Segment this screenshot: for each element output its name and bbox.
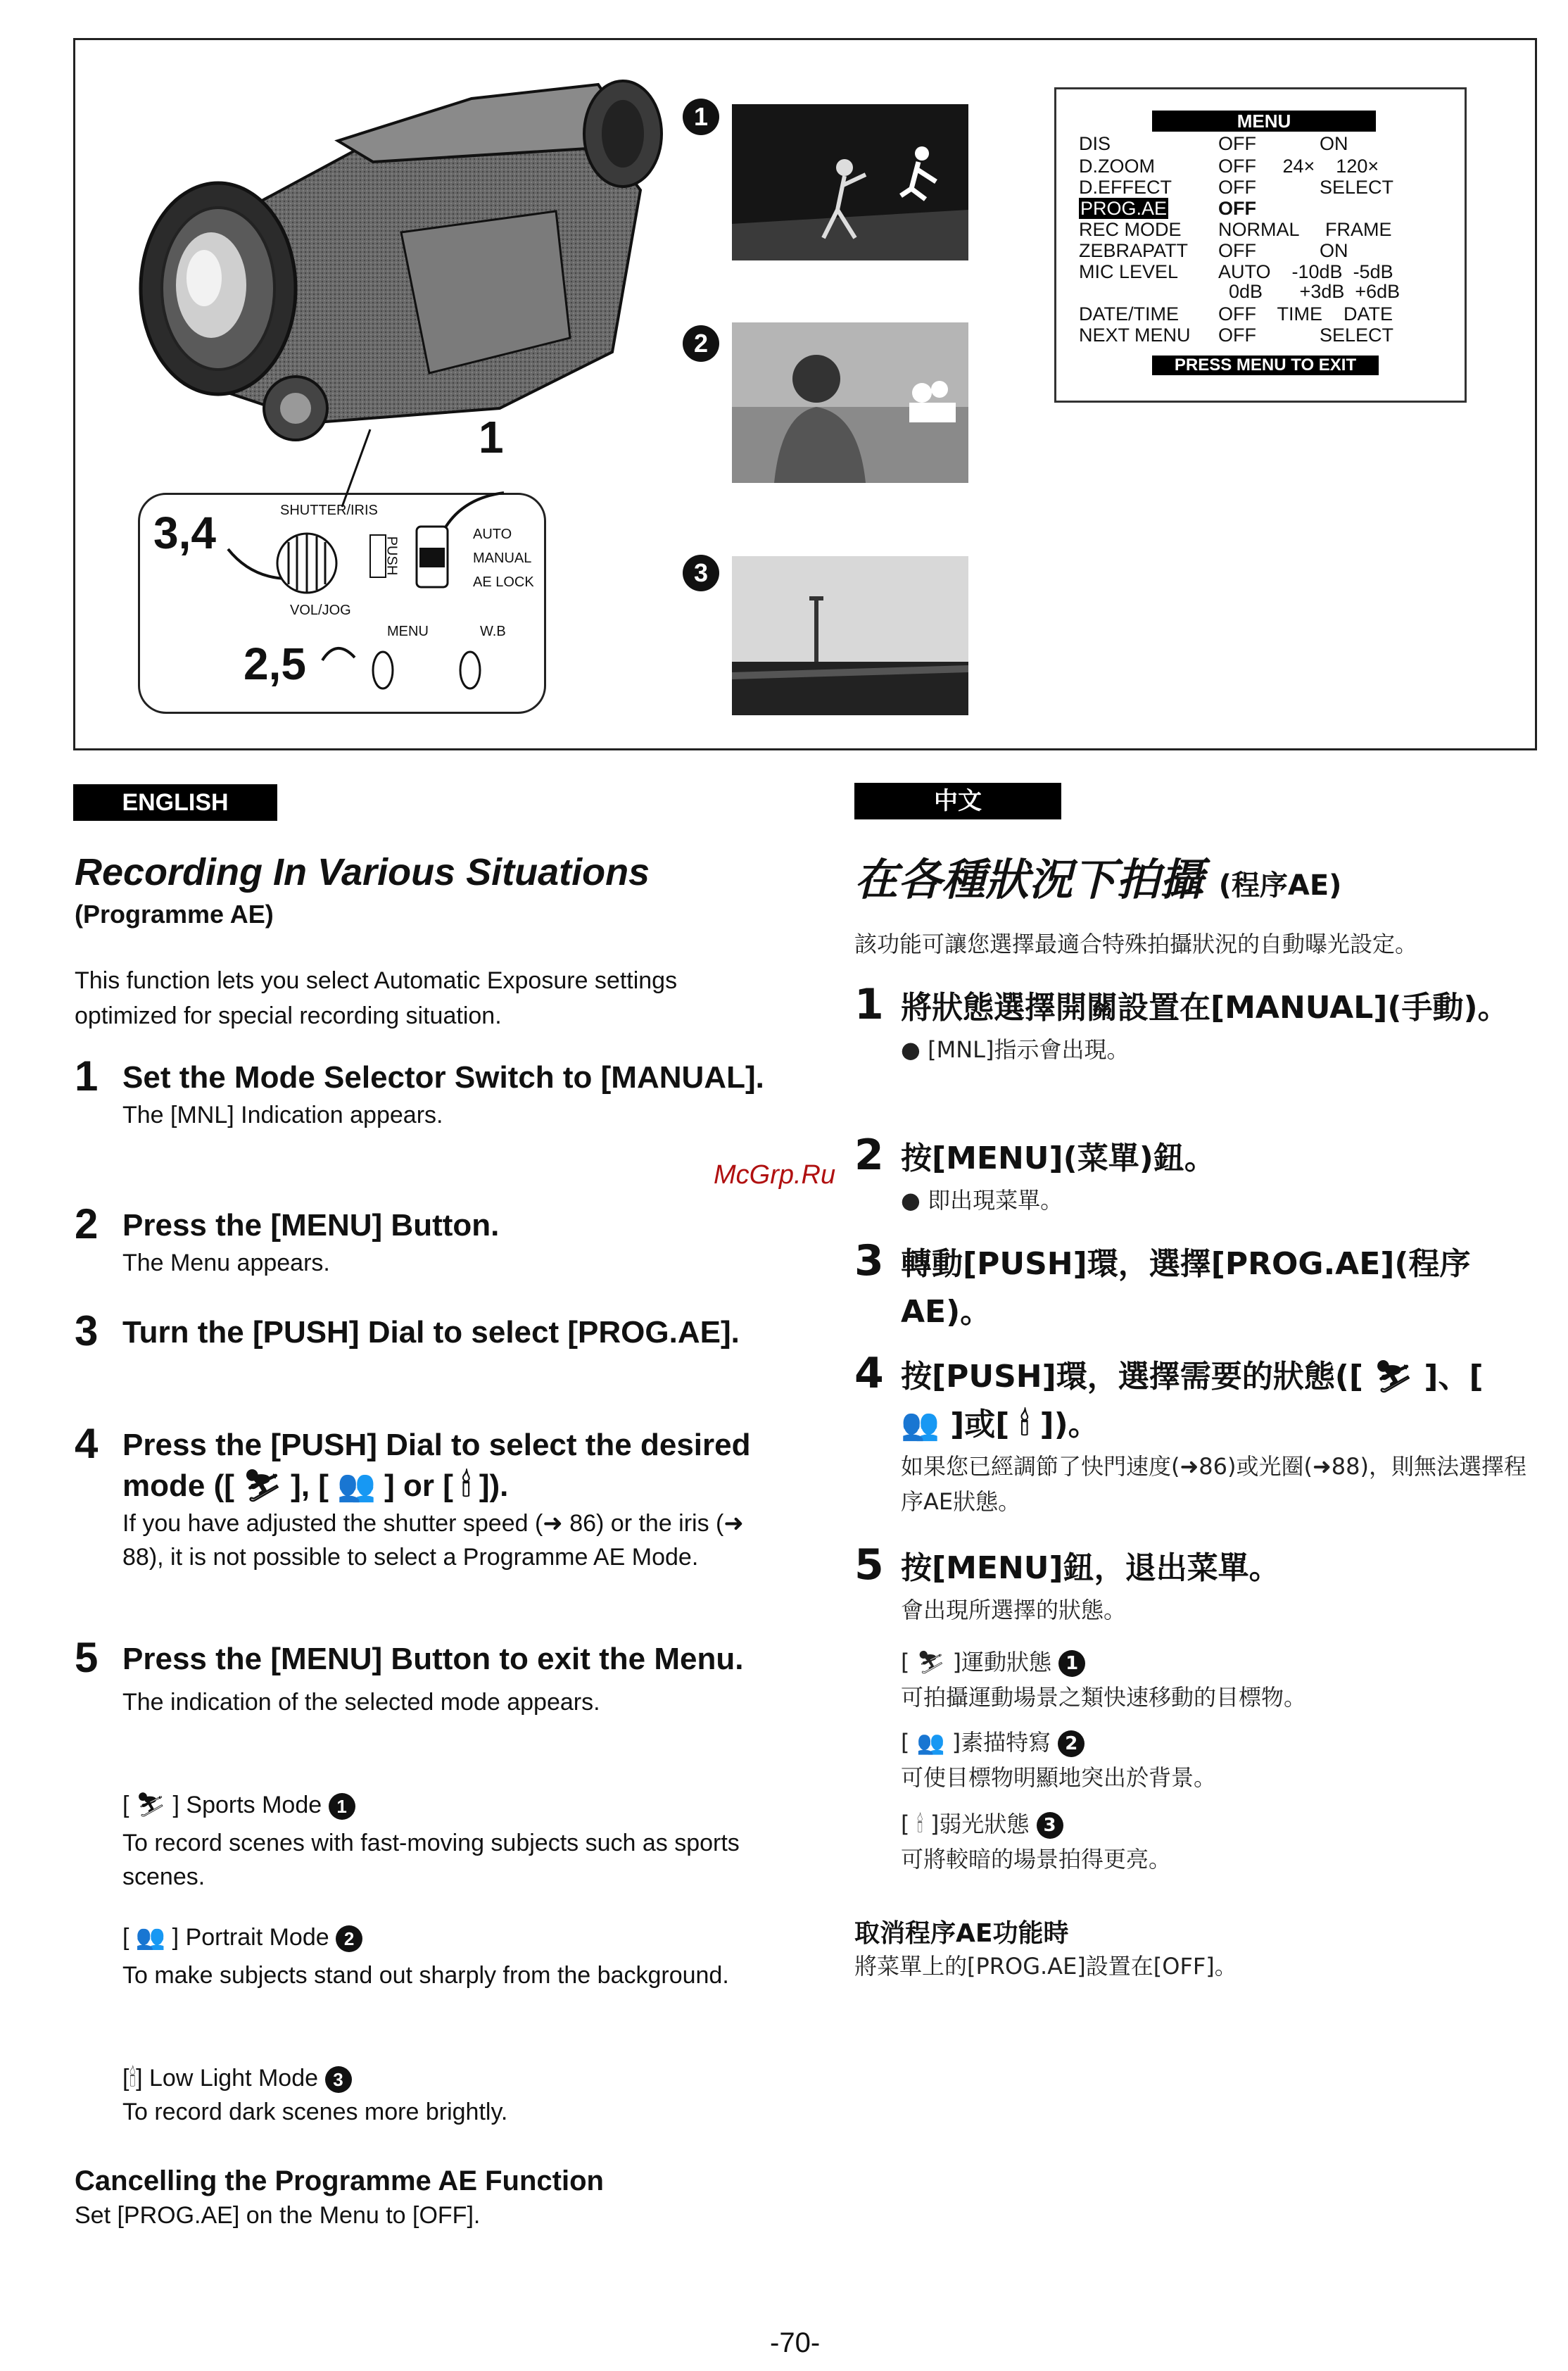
photo-marker-1: 1 <box>683 99 719 135</box>
photo-marker-2: 2 <box>683 325 719 362</box>
page-number: -70- <box>770 2327 821 2358</box>
english-subtitle: (Programme AE) <box>75 900 274 929</box>
push-label: PUSH <box>384 536 400 576</box>
chinese-step-4: 4 按[PUSH]環，選擇需要的狀態([ ⛷ ]、[ 👥 ]或[ 🕯 ])。 如果您已經調節了快門速度(➜86)或光圈(➜88)，則無法選擇程序AE狀態。 <box>854 1349 1527 1515</box>
menu-exit-banner: PRESS MENU TO EXIT <box>1152 356 1379 375</box>
callout-1: 1 <box>479 412 504 463</box>
callout-3-4: 3,4 <box>153 508 216 558</box>
menu-screen: MENU DIS OFF ON D.ZOOM OFF 24× 120× D.EFFECT OFF SELECT PROG.AE OFF REC MODE NORMAL FRAME ZEBRAPATT OFF ON MIC LEVEL AUTO -10dB -5dB 0dB +3dB +6dB DATE/TIME OFF TIME DATE NEXT MENU OFF SELECT PRESS MENU TO EXIT <box>1054 87 1467 403</box>
vol-jog-label: VOL/JOG <box>290 603 351 618</box>
english-cancel-heading: Cancelling the Programme AE Function <box>75 2165 604 2196</box>
chinese-step-1: 1 將狀態選擇開關設置在[MANUAL](手動)。 ● [MNL]指示會出現。 <box>854 980 1509 1063</box>
english-mode-low-light: [🕯] Low Light Mode 3 To record dark scenes more brightly. <box>122 2065 508 2125</box>
chinese-step-3: 3 轉動[PUSH]環，選擇[PROG.AE](程序AE)。 <box>854 1236 1471 1330</box>
manual-label: MANUAL <box>473 551 532 566</box>
low-light-photo <box>732 556 968 715</box>
chinese-mode-low-light: [ 🕯 ]弱光狀態 3 可將較暗的場景拍得更亮。 <box>901 1811 1172 1873</box>
chinese-intro: 該功能可讓您選擇最適合特殊拍攝狀況的自動曝光設定。 <box>854 931 1418 957</box>
chinese-cancel-body: 將菜單上的[PROG.AE]設置在[OFF]。 <box>854 1953 1237 1980</box>
english-step-4: 4 Press the [PUSH] Dial to select the desired mode ([ ⛷ ], [ 👥 ] or [ 🕯 ]). If you have adjusted the shutter speed (➜ 86) or the iris (➜ 88), it is not possible to select a Programme AE Mode. <box>75 1420 751 1571</box>
english-title: Recording In Various Situations <box>75 851 650 893</box>
english-step-3: 3 Turn the [PUSH] Dial to select [PROG.AE]. <box>75 1307 740 1354</box>
auto-label: AUTO <box>473 527 512 542</box>
english-tag: ENGLISH <box>73 784 277 821</box>
english-mode-sports: [ ⛷ ] Sports Mode 1 To record scenes with fast-moving subjects such as sports scenes. <box>122 1792 740 1890</box>
english-step-5: 5 Press the [MENU] Button to exit the Menu. The indication of the selected mode appears. <box>75 1634 744 1716</box>
photo-marker-3: 3 <box>683 555 719 591</box>
sports-photo <box>732 104 968 260</box>
chinese-cancel-heading: 取消程序AE功能時 <box>854 1919 1069 1948</box>
chinese-step-5: 5 按[MENU]鈕，退出菜單。 會出現所選擇的狀態。 <box>854 1540 1280 1623</box>
wb-button-label: W.B <box>480 624 506 639</box>
menu-title: MENU <box>1152 111 1376 132</box>
english-mode-portrait: [ 👥 ] Portrait Mode 2 To make subjects stand out sharply from the background. <box>122 1924 729 1989</box>
english-step-1: 1 Set the Mode Selector Switch to [MANUAL]. The [MNL] Indication appears. <box>75 1052 764 1128</box>
chinese-tag: 中文 <box>854 783 1061 819</box>
english-cancel-body: Set [PROG.AE] on the Menu to [OFF]. <box>75 2202 481 2229</box>
chinese-step-2: 2 按[MENU](菜單)鈕。 ● 即出現菜單。 <box>854 1131 1215 1214</box>
ae-lock-label: AE LOCK <box>473 574 534 590</box>
english-step-2: 2 Press the [MENU] Button. The Menu appears. <box>75 1200 500 1276</box>
menu-button-label: MENU <box>387 624 429 639</box>
watermark: McGrp.Ru <box>714 1160 836 1190</box>
portrait-photo <box>732 322 968 483</box>
chinese-mode-sports: [ ⛷ ]運動狀態 1 可拍攝運動場景之類快速移動的目標物。 <box>901 1649 1307 1711</box>
shutter-iris-label: SHUTTER/IRIS <box>280 503 378 518</box>
chinese-mode-portrait: [ 👥 ]素描特寫 2 可使目標物明顯地突出於背景。 <box>901 1729 1217 1791</box>
callout-2-5: 2,5 <box>244 639 306 689</box>
english-intro: This function lets you select Automatic Exposure settings optimized for special recording situation. <box>75 967 678 1029</box>
chinese-title: 在各種狀況下拍攝 (程序AE) <box>854 854 1342 905</box>
